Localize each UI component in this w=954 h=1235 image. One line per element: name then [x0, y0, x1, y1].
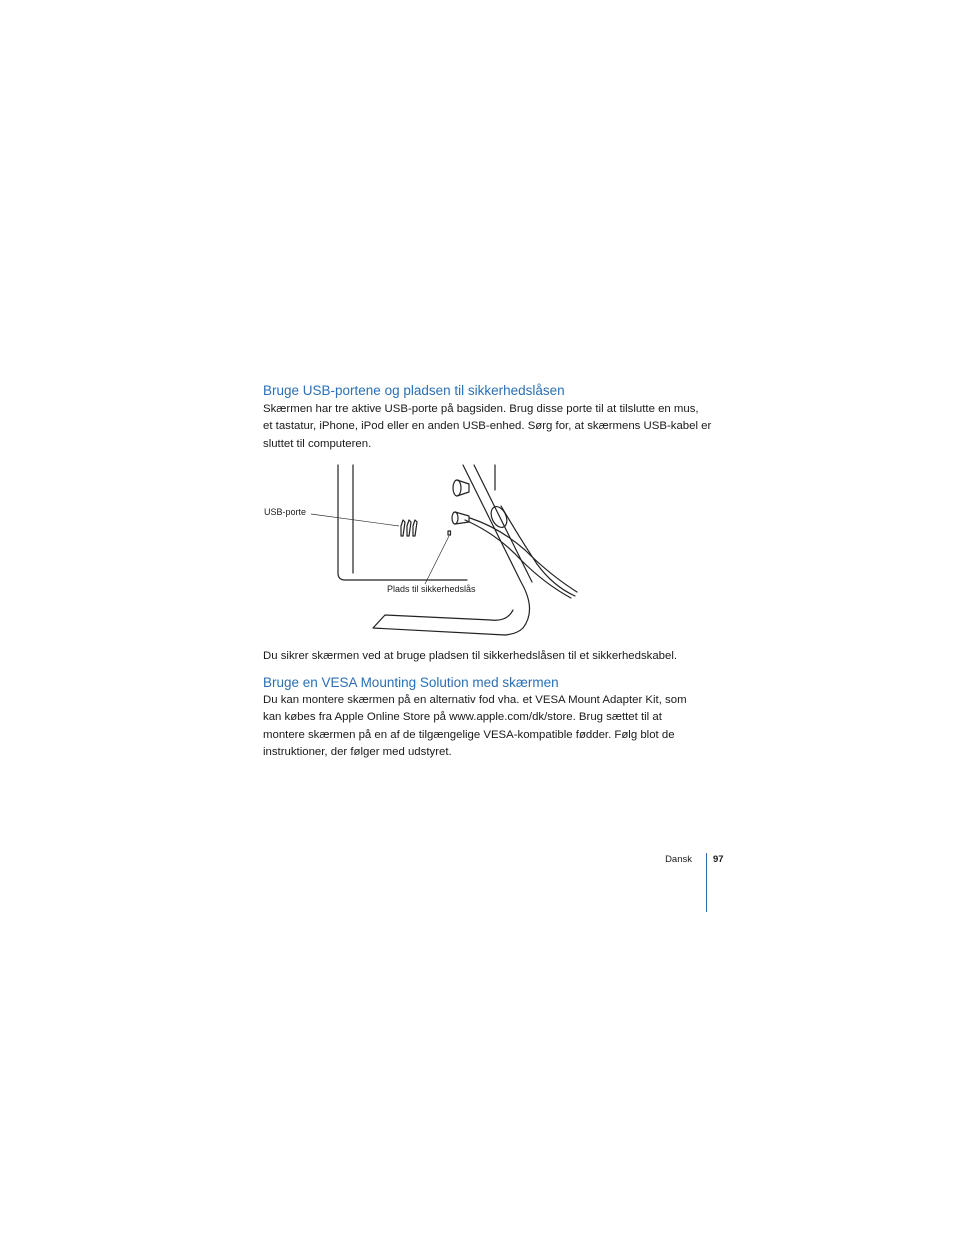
paragraph-security-cable [263, 648, 703, 665]
paragraph-line: Skærmen har tre aktive USB-porte på bagsiden. Brug disse porte til at tilslutte en mus, [263, 403, 699, 415]
stand-foot-edge [491, 610, 513, 620]
paragraph-line: sluttet til computeren. [263, 437, 372, 450]
usb-port-3 [413, 520, 417, 536]
footer-language: Dansk [665, 854, 692, 865]
stand-foot [373, 615, 505, 635]
paragraph-usb-ports [263, 401, 712, 453]
callout-line-usb [311, 514, 399, 526]
display-stand-drawing [255, 460, 585, 640]
display-back-illustration [255, 460, 585, 640]
callout-security-slot: Plads til sikkerhedslås [387, 584, 476, 594]
paragraph-line: Du sikrer skærmen ved at bruge pladsen til sikkerhedslåsen til et sikkerhedskabel. [263, 650, 678, 662]
section-heading-usb: Bruge USB-portene og pladsen til sikkerhedslåsen [263, 383, 565, 398]
page-number: 97 [713, 854, 724, 865]
paragraph-line: Du kan montere skærmen på en alternativ fod vha. et VESA Mount Adapter Kit, som [263, 694, 687, 706]
cable-2 [465, 520, 571, 598]
security-slot [448, 531, 451, 535]
paragraph-line: montere skærmen på en af de tilgængelige VESA-kompatible fødder. Følg blot de [263, 728, 675, 741]
port-connector-top [453, 480, 461, 496]
stand-arm [463, 465, 530, 635]
paragraph-line: et tastatur, iPhone, iPod eller en anden USB-enhed. Sørg for, at skærmens USB-kabel er [263, 420, 712, 433]
paragraph-line: kan købes fra Apple Online Store på www.apple.com/dk/store. Brug sættet til at [263, 711, 662, 724]
port-connector-bottom [452, 512, 458, 524]
usb-port-2 [407, 520, 411, 536]
section-heading-vesa: Bruge en VESA Mounting Solution med skærmen [263, 675, 559, 690]
paragraph-vesa [263, 692, 703, 761]
cable-1 [470, 518, 577, 592]
cable-hole [488, 504, 510, 530]
paragraph-line: instruktioner, der følger med udstyret. [263, 745, 452, 758]
footer-divider [706, 853, 707, 912]
callout-usb-ports: USB-porte [264, 507, 307, 517]
callout-line-lock [425, 536, 449, 584]
usb-port-1 [401, 520, 405, 536]
